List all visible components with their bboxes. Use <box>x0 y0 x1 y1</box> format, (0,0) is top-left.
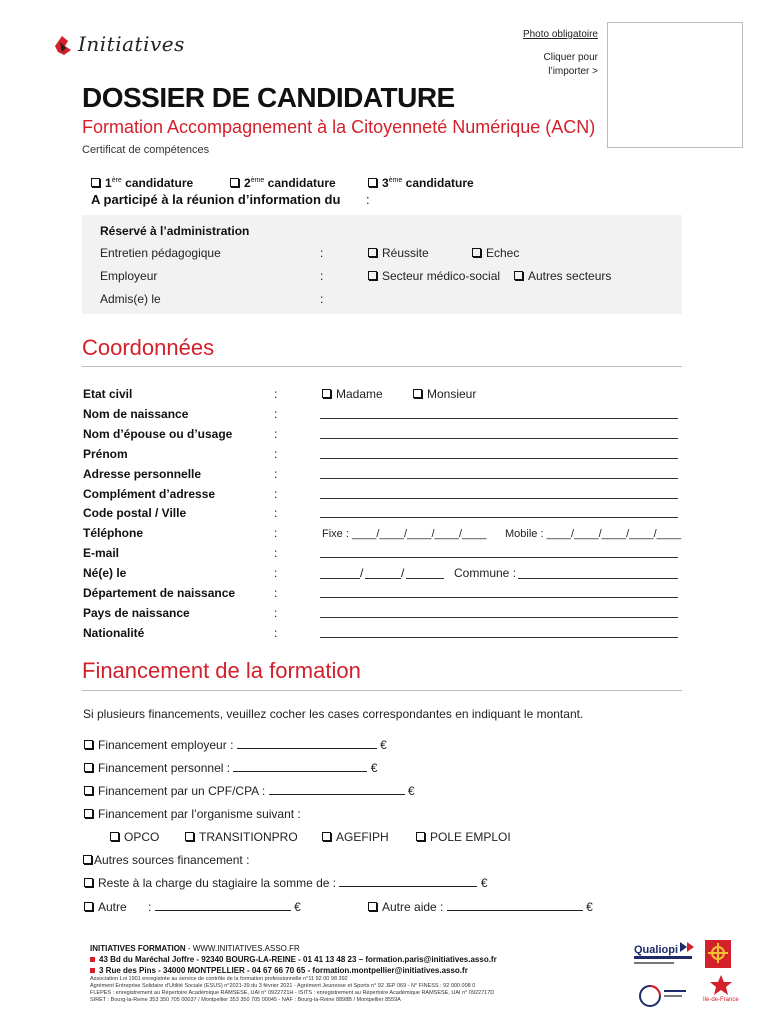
autres-secteurs-option[interactable]: Autres secteurs <box>514 269 611 283</box>
checkbox[interactable] <box>368 902 377 911</box>
autre-aide-option[interactable]: Autre aide : € <box>368 900 593 914</box>
commune-label: Commune : <box>454 566 517 580</box>
financement-employeur-option[interactable]: Financement employeur : € <box>84 738 387 752</box>
montant-employeur-input[interactable] <box>237 738 377 749</box>
nom-naissance-input[interactable] <box>320 418 678 419</box>
org-agefiph-option[interactable]: AGEFIPH <box>322 830 389 844</box>
autre-option[interactable]: Autre : € <box>84 900 301 914</box>
footer <box>90 943 610 1004</box>
photo-cta-line2: l’importer > <box>548 66 598 77</box>
adresse-input[interactable] <box>320 478 678 479</box>
section-divider <box>82 366 682 367</box>
checkbox[interactable] <box>84 740 93 749</box>
checkbox[interactable] <box>322 389 331 398</box>
colon: : <box>274 506 278 520</box>
euro-symbol: € <box>480 876 488 890</box>
field-label-nom-epouse: Nom d’épouse ou d’usage <box>83 427 233 441</box>
region-text: Ile-de-France <box>703 997 739 1003</box>
coordonnees-title: Coordonnées <box>82 335 215 360</box>
field-label-nom-naissance: Nom de naissance <box>83 407 189 421</box>
complement-input[interactable] <box>320 498 678 499</box>
autres-sources-option[interactable]: Autres sources financement : <box>83 853 249 867</box>
formation-title: Formation Accompagnement à la Citoyenneté Numérique (ACN) <box>82 117 596 137</box>
france-competences-logo <box>636 978 690 1008</box>
candidature-2-option[interactable]: 2ème candidature <box>230 176 336 190</box>
candidature-3-option[interactable]: 3ème candidature <box>368 176 474 190</box>
occitanie-cross-icon <box>705 940 731 968</box>
occitanie-logo <box>705 940 731 968</box>
checkbox[interactable] <box>514 271 523 280</box>
financement-organisme-option[interactable]: Financement par l’organisme suivant : <box>84 807 301 821</box>
euro-symbol: € <box>370 761 378 775</box>
org-opco-option[interactable]: OPCO <box>110 830 159 844</box>
date-segment <box>320 578 360 579</box>
reussite-option[interactable]: Réussite <box>368 246 429 260</box>
org-transitionpro-option[interactable]: TRANSITIONPRO <box>185 830 298 844</box>
reste-a-charge-option[interactable]: Reste à la charge du stagiaire la somme de : € <box>84 876 488 890</box>
prenom-input[interactable] <box>320 458 678 459</box>
financement-title: Financement de la formation <box>82 658 361 683</box>
colon: : <box>148 900 152 914</box>
admin-colon: : <box>320 292 324 306</box>
section-divider <box>82 690 682 691</box>
nationalite-input[interactable] <box>320 637 678 638</box>
checkbox[interactable] <box>322 832 331 841</box>
star-icon <box>707 975 735 995</box>
qualiopi-text: Qualiopi <box>634 944 678 956</box>
checkbox[interactable] <box>84 763 93 772</box>
field-label-departement: Département de naissance <box>83 586 236 600</box>
reunion-colon: : <box>366 192 370 207</box>
checkbox[interactable] <box>84 809 93 818</box>
commune-input[interactable] <box>518 578 678 579</box>
colon: : <box>274 487 278 501</box>
bullet-icon <box>90 968 95 973</box>
financement-intro: Si plusieurs financements, veuillez cocher les cases correspondantes en indiquant le montant. <box>83 707 584 721</box>
candidature-1-option[interactable]: 1ère candidature <box>91 176 193 190</box>
field-label-complement: Complément d’adresse <box>83 487 216 501</box>
admin-label-admis: Admis(e) le <box>100 292 161 306</box>
colon: : <box>274 626 278 640</box>
financement-cpf-option[interactable]: Financement par un CPF/CPA : € <box>84 784 415 798</box>
certificat-label: Certificat de compétences <box>82 144 210 156</box>
colon: : <box>274 427 278 441</box>
footer-legal-2: Agrément Entreprise Solidaire d’Utilité Sociale (ESUS) n°2021-39 du 3 février 2021 - Agrément Jeunesse et Sports n° 92 JEP 069 - N° FINESS : 92 000 008 0 <box>90 983 476 989</box>
checkbox[interactable] <box>368 248 377 257</box>
euro-symbol: € <box>407 784 415 798</box>
colon: : <box>274 447 278 461</box>
qualiopi-rule <box>634 962 674 964</box>
checkbox[interactable] <box>368 271 377 280</box>
date-segment <box>365 578 401 579</box>
admin-colon: : <box>320 246 324 260</box>
colon: : <box>274 586 278 600</box>
qualiopi-rule <box>634 956 692 959</box>
telephone-fixe-input[interactable]: Fixe : ____/____/____/____/____ <box>322 528 487 540</box>
footer-org: INITIATIVES FORMATION - WWW.INITIATIVES.ASSO.FR <box>90 944 300 953</box>
madame-option[interactable]: Madame <box>322 387 383 401</box>
nom-epouse-input[interactable] <box>320 438 678 439</box>
colon: : <box>274 526 278 540</box>
qualiopi-arrows-icon <box>680 942 696 952</box>
montant-reste-input[interactable] <box>339 876 477 887</box>
pays-input[interactable] <box>320 617 678 618</box>
montant-personnel-input[interactable] <box>233 761 367 772</box>
ile-de-france-logo <box>703 975 739 1009</box>
echec-option[interactable]: Echec <box>472 246 519 260</box>
field-label-nationalite: Nationalité <box>83 626 145 640</box>
date-slash: / <box>401 566 405 580</box>
colon: : <box>274 546 278 560</box>
document-title: DOSSIER DE CANDIDATURE <box>82 82 455 113</box>
photo-upload-box[interactable] <box>607 22 743 148</box>
colon: : <box>274 467 278 481</box>
qualiopi-badge <box>634 940 696 970</box>
departement-input[interactable] <box>320 597 678 598</box>
footer-legal-4: SIRET : Bourg-la-Reine 353 350 705 00037 / Montpellier 353 350 705 00045 - NAF : Bourg-la-Reine 8898B / Montpellier 8559A <box>90 997 401 1003</box>
checkbox[interactable] <box>472 248 481 257</box>
checkbox[interactable] <box>230 178 239 187</box>
euro-symbol: € <box>294 900 301 914</box>
field-label-code-postal: Code postal / Ville <box>83 506 187 520</box>
field-label-email: E-mail <box>83 546 120 560</box>
financement-personnel-option[interactable]: Financement personnel : € <box>84 761 377 775</box>
date-naissance-input[interactable] <box>320 566 446 580</box>
footer-legal-3: FLEPES : enregistrement au Répertoire Académique RAMSESE, UAI n° 0922721H - ISITS : enregistrement au Répertoire Académique RAMSESE, UAI n° 0922717D <box>90 990 495 996</box>
footer-address-2: 3 Rue des Pins - 34000 MONTPELLIER - 04 67 66 70 65 - formation.montpellier@initiatives.asso.fr <box>90 965 610 976</box>
admin-title: Réservé à l’administration <box>100 224 250 238</box>
euro-symbol: € <box>380 738 387 752</box>
secteur-medico-social-option[interactable]: Secteur médico-social <box>368 269 500 283</box>
photo-import-link[interactable] <box>508 51 598 79</box>
monsieur-option[interactable]: Monsieur <box>413 387 476 401</box>
telephone-mobile-input[interactable]: Mobile : ____/____/____/____/____ <box>505 528 682 540</box>
checkbox[interactable] <box>84 786 93 795</box>
date-segment <box>406 578 444 579</box>
initiatives-logo <box>52 32 185 60</box>
colon: : <box>274 387 278 401</box>
colon: : <box>274 566 278 580</box>
france-competences-icon <box>636 978 690 1008</box>
colon: : <box>274 606 278 620</box>
admin-label-entretien: Entretien pédagogique <box>100 246 221 260</box>
date-slash: / <box>360 566 364 580</box>
montant-autre-input[interactable] <box>155 900 291 911</box>
montant-cpf-input[interactable] <box>269 784 405 795</box>
checkbox[interactable] <box>413 389 422 398</box>
montant-autre-aide-input[interactable] <box>447 900 583 911</box>
reunion-label: A participé à la réunion d’information du <box>91 192 341 207</box>
org-pole-emploi-option[interactable]: POLE EMPLOI <box>416 830 511 844</box>
checkbox[interactable] <box>91 178 100 187</box>
field-label-prenom: Prénom <box>83 447 128 461</box>
logo-wordmark: Initiatives <box>78 32 185 56</box>
checkbox[interactable] <box>84 878 93 887</box>
checkbox[interactable] <box>84 902 93 911</box>
bullet-icon <box>90 957 95 962</box>
colon: : <box>274 407 278 421</box>
checkbox[interactable] <box>83 855 92 864</box>
checkbox[interactable] <box>185 832 194 841</box>
checkbox[interactable] <box>416 832 425 841</box>
field-label-pays: Pays de naissance <box>83 606 190 620</box>
admin-label-employeur: Employeur <box>100 269 158 283</box>
checkbox[interactable] <box>110 832 119 841</box>
checkbox[interactable] <box>368 178 377 187</box>
photo-cta-line1: Cliquer pour <box>543 52 598 63</box>
admin-colon: : <box>320 269 324 283</box>
initiatives-logo-icon <box>52 32 78 58</box>
field-label-ne-le: Né(e) le <box>83 566 127 580</box>
email-input[interactable] <box>320 557 678 558</box>
field-label-adresse: Adresse personnelle <box>83 467 202 481</box>
footer-legal-1: Association Loi 1901 enregistrée au service de contrôle de la formation professionnelle n°11 92 00 98 392 <box>90 976 348 982</box>
euro-symbol: € <box>586 900 593 914</box>
code-postal-input[interactable] <box>320 517 678 518</box>
field-label-telephone: Téléphone <box>83 526 144 540</box>
photo-label: Photo obligatoire <box>522 29 598 40</box>
field-label-etat-civil: Etat civil <box>83 387 133 401</box>
footer-address-1: 43 Bd du Maréchal Joffre - 92340 BOURG-LA-REINE - 01 41 13 48 23 – formation.paris@initiatives.asso.fr <box>90 954 610 965</box>
